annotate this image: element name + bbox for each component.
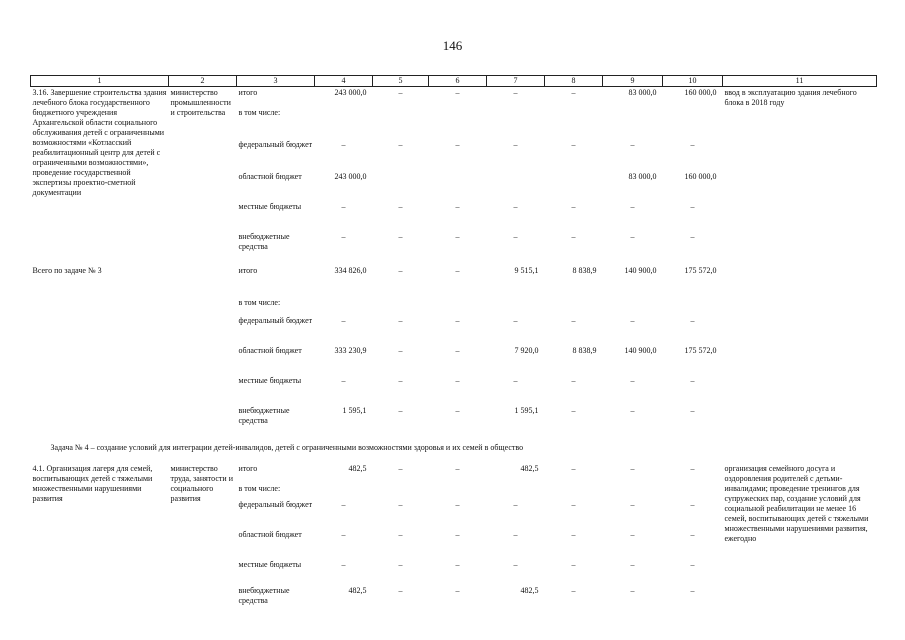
measure-name: Всего по задаче № 3 [32, 265, 102, 275]
funding-source: областной бюджет [238, 345, 302, 355]
amount-total: 243 000,0 [334, 88, 367, 97]
amount-2016: – [513, 139, 518, 149]
amount-2018 [603, 483, 663, 499]
amount-2015: – [455, 315, 460, 325]
amount-2019: – [690, 201, 695, 211]
amount-2014: – [398, 345, 403, 355]
amount-2016: 482,5 [520, 585, 539, 595]
amount-2015: – [455, 265, 460, 275]
amount-2015 [429, 483, 487, 499]
amount-2014: – [398, 231, 403, 241]
amount-2018: 140 900,0 [624, 265, 657, 275]
amount-total: 482,5 [348, 585, 367, 595]
amount-2017 [545, 107, 603, 139]
funding-source: местные бюджеты [238, 559, 302, 569]
amount-2018: – [630, 585, 635, 595]
amount-total: 334 826,0 [334, 265, 367, 275]
amount-2017: – [571, 231, 576, 241]
table-row [31, 265, 877, 297]
funding-source: областной бюджет [238, 529, 302, 539]
amount-total: 243 000,0 [334, 171, 367, 181]
funding-source: федеральный бюджет [238, 499, 313, 509]
amount-2018: – [630, 529, 635, 539]
amount-2017 [545, 297, 603, 315]
amount-2016: 482,5 [520, 463, 539, 473]
amount-2017: – [571, 88, 576, 97]
executor: министерство промышленности и строительства [170, 88, 231, 117]
amount-total: – [341, 315, 346, 325]
amount-2017: 8 838,9 [572, 265, 597, 275]
amount-2015 [429, 297, 487, 315]
amount-2019: – [690, 139, 695, 149]
amount-2015: – [455, 405, 460, 415]
amount-2014 [373, 483, 429, 499]
amount-2018: 83 000,0 [628, 88, 657, 97]
amount-2015: – [455, 585, 460, 595]
amount-2015: – [455, 201, 460, 211]
amount-2014 [373, 297, 429, 315]
amount-total: 1 595,1 [342, 405, 367, 415]
amount-2019: – [690, 463, 695, 473]
funding-source: местные бюджеты [238, 375, 302, 385]
column-header: 11 [723, 76, 877, 87]
amount-2014: – [398, 265, 403, 275]
amount-2015: – [455, 345, 460, 355]
amount-2017: – [571, 585, 576, 595]
amount-2018 [603, 107, 663, 139]
amount-2016 [487, 483, 545, 499]
amount-total: – [341, 559, 346, 569]
amount-2019: – [690, 585, 695, 595]
amount-2017: – [571, 499, 576, 509]
amount-2015: – [455, 559, 460, 569]
amount-2014 [373, 171, 429, 201]
expected-result: организация семейного досуга и оздоровления родителей с детьми-инвалидами; проведение тренингов для супружеских пар, создание условий для социальной реабилитации не менее 16 семей, воспитывающих детей с тяжелыми множественными нарушениями развития, ежегодно [724, 463, 869, 543]
amount-2016: – [513, 529, 518, 539]
amount-2017 [545, 483, 603, 499]
task-heading: Задача № 4 – создание условий для интеграции детей-инвалидов, детей с ограниченными возможностями здоровья и их семей в общество [50, 442, 524, 452]
amount-2016 [487, 297, 545, 315]
task-heading-row [31, 433, 877, 463]
amount-2014: – [398, 463, 403, 473]
amount-2015 [429, 107, 487, 139]
amount-2019: – [690, 499, 695, 509]
amount-2016: – [513, 375, 518, 385]
column-header: 10 [663, 76, 723, 87]
amount-2016 [487, 107, 545, 139]
column-header: 1 [31, 76, 169, 87]
column-header: 9 [603, 76, 663, 87]
executor: министерство труда, занятости и социального развития [170, 463, 233, 503]
amount-2016: – [513, 315, 518, 325]
executor [169, 265, 237, 433]
page-number: 146 [442, 38, 463, 53]
funding-source: местные бюджеты [238, 201, 302, 211]
amount-2016: 7 920,0 [514, 345, 539, 355]
amount-2016: – [513, 201, 518, 211]
amount-2018: – [630, 201, 635, 211]
amount-2014: – [398, 201, 403, 211]
amount-2017: – [571, 375, 576, 385]
amount-2018: – [630, 231, 635, 241]
amount-total: 482,5 [348, 463, 367, 473]
funding-source: федеральный бюджет [238, 139, 313, 149]
column-header: 3 [237, 76, 315, 87]
column-header: 4 [315, 76, 373, 87]
funding-source: итого [238, 463, 258, 473]
amount-2019: 175 572,0 [684, 345, 717, 355]
funding-source: итого [238, 265, 258, 275]
table-row [31, 87, 877, 107]
amount-2018: – [630, 315, 635, 325]
amount-2019: 175 572,0 [684, 265, 717, 275]
amount-2014: – [398, 139, 403, 149]
column-number-row [31, 76, 877, 87]
amount-2015: – [455, 463, 460, 473]
amount-2019 [663, 297, 723, 315]
expected-result [723, 265, 877, 433]
amount-2019: – [690, 375, 695, 385]
amount-2014 [373, 107, 429, 139]
amount-2015: – [455, 231, 460, 241]
amount-2018 [603, 297, 663, 315]
amount-2014: – [398, 559, 403, 569]
amount-2019 [663, 107, 723, 139]
amount-2014: – [398, 585, 403, 595]
funding-source: итого [238, 88, 258, 97]
amount-2019: – [690, 559, 695, 569]
measure-name: 3.16. Завершение строительства здания лечебного блока государственного бюджетного учреждения Архангельской области социального обслуживания детей с ограниченными возможностями «Котласский реабилитационный центр для детей с ограниченными возможностями», проведение государственной экспертизы проектно-сметной документации [32, 88, 167, 197]
amount-2014: – [398, 315, 403, 325]
amount-total [315, 107, 373, 139]
amount-2019: 160 000,0 [684, 88, 717, 97]
amount-2019: – [690, 231, 695, 241]
column-header: 8 [545, 76, 603, 87]
amount-2014: – [398, 499, 403, 509]
expected-result: ввод в эксплуатацию здания лечебного блока в 2018 году [724, 88, 857, 107]
funding-source: внебюджетные средства [238, 585, 290, 605]
amount-2018: – [630, 139, 635, 149]
column-header: 2 [169, 76, 237, 87]
amount-2019: – [690, 315, 695, 325]
amount-total: – [341, 139, 346, 149]
amount-2018: – [630, 499, 635, 509]
amount-2015: – [455, 529, 460, 539]
amount-2015: – [455, 88, 460, 97]
funding-source: в том числе: [238, 107, 281, 117]
amount-2019: 160 000,0 [684, 171, 717, 181]
amount-2015: – [455, 375, 460, 385]
funding-source: федеральный бюджет [238, 315, 313, 325]
amount-2017: – [571, 463, 576, 473]
funding-source: в том числе: [238, 297, 281, 307]
amount-2016: 1 595,1 [514, 405, 539, 415]
program-table [30, 75, 877, 613]
amount-2014: – [398, 88, 403, 97]
measure-name: 4.1. Организация лагеря для семей, воспитывающих детей с тяжелыми множественными нарушениями развития [32, 463, 153, 503]
amount-2018: – [630, 375, 635, 385]
amount-2018: – [630, 463, 635, 473]
funding-source: внебюджетные средства [238, 405, 290, 425]
column-header: 5 [373, 76, 429, 87]
amount-2014: – [398, 405, 403, 415]
amount-2015 [429, 171, 487, 201]
amount-total: – [341, 375, 346, 385]
funding-source: внебюджетные средства [238, 231, 290, 251]
amount-total: – [341, 499, 346, 509]
amount-2016: – [513, 499, 518, 509]
amount-2018: – [630, 405, 635, 415]
amount-total [315, 483, 373, 499]
amount-2014: – [398, 375, 403, 385]
amount-total: – [341, 231, 346, 241]
amount-2018: 140 900,0 [624, 345, 657, 355]
amount-total: – [341, 529, 346, 539]
amount-2017: – [571, 315, 576, 325]
amount-2017: – [571, 529, 576, 539]
amount-total: – [341, 201, 346, 211]
amount-2019: – [690, 529, 695, 539]
amount-2017: – [571, 139, 576, 149]
funding-source: в том числе: [238, 483, 281, 493]
amount-2014: – [398, 529, 403, 539]
amount-total [315, 297, 373, 315]
amount-2015: – [455, 499, 460, 509]
amount-2017: – [571, 559, 576, 569]
amount-2017: 8 838,9 [572, 345, 597, 355]
amount-2019 [663, 483, 723, 499]
amount-total: 333 230,9 [334, 345, 367, 355]
amount-2016: 9 515,1 [514, 265, 539, 275]
table-row [31, 463, 877, 483]
column-header: 7 [487, 76, 545, 87]
amount-2017: – [571, 201, 576, 211]
amount-2016: – [513, 88, 518, 97]
amount-2015: – [455, 139, 460, 149]
amount-2019: – [690, 405, 695, 415]
amount-2016: – [513, 559, 518, 569]
amount-2016: – [513, 231, 518, 241]
amount-2018: 83 000,0 [628, 171, 657, 181]
amount-2017: – [571, 405, 576, 415]
amount-2017 [545, 171, 603, 201]
column-header: 6 [429, 76, 487, 87]
amount-2018: – [630, 559, 635, 569]
amount-2016 [487, 171, 545, 201]
funding-source: областной бюджет [238, 171, 302, 181]
